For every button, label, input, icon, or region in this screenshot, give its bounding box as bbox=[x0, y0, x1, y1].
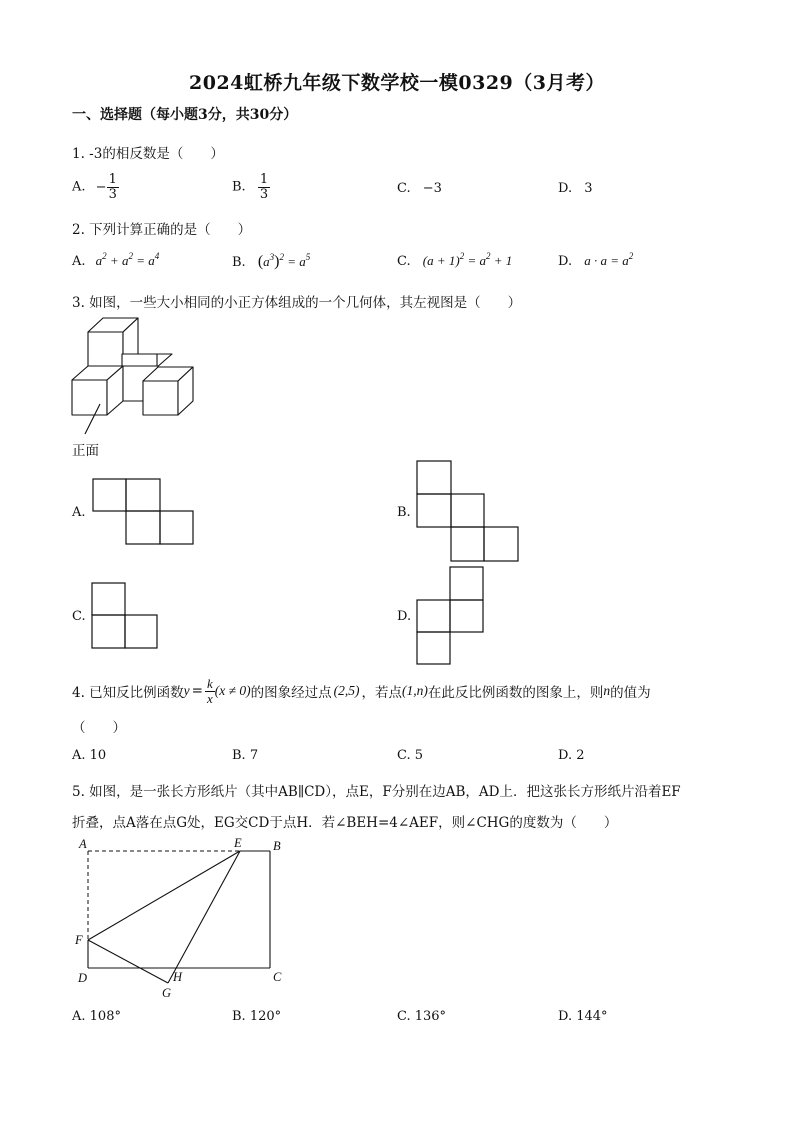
q4-option-a[interactable]: A. 10 bbox=[72, 748, 107, 763]
option-label: A. bbox=[72, 179, 86, 195]
option-label: C. bbox=[397, 181, 411, 196]
question-5-stem-line-2: 折叠，点A落在点G处，EG交CD于点H．若∠BEH=4∠AEF，则∠CHG的度数为（ ） bbox=[72, 815, 618, 831]
math-expression: $(a^3)^2 = a^5$ bbox=[257, 252, 311, 270]
stem-text: 的图象经过点 bbox=[250, 685, 332, 702]
math-var: y bbox=[183, 683, 190, 699]
point: (2,5) bbox=[333, 683, 360, 699]
question-2-stem: 2. 下列计算正确的是（ ） bbox=[72, 222, 252, 238]
q5-option-b[interactable]: B. 120° bbox=[232, 1009, 282, 1024]
point: (1,n) bbox=[402, 683, 428, 699]
stem-text: ，若点 bbox=[361, 685, 403, 702]
front-label: 正面 bbox=[72, 443, 99, 459]
q3-option-d[interactable]: D. bbox=[397, 609, 412, 624]
minus-sign: − bbox=[95, 179, 107, 195]
q3-figure-c bbox=[92, 583, 157, 648]
option-label: D. bbox=[558, 254, 573, 269]
q5-option-a[interactable]: A. 108° bbox=[72, 1009, 121, 1024]
question-4-paren: （ ） bbox=[72, 720, 126, 736]
numerator: 1 bbox=[108, 172, 117, 187]
option-label: B. bbox=[232, 179, 246, 195]
point-label-f: F bbox=[75, 933, 83, 947]
point-label-e: E bbox=[234, 836, 242, 850]
q3-figure-d bbox=[417, 567, 483, 664]
q5-option-d[interactable]: D. 144° bbox=[558, 1009, 608, 1024]
option-label: A. bbox=[72, 254, 86, 269]
q3-figure-a bbox=[93, 479, 193, 544]
question-1-stem: 1. -3的相反数是（ ） bbox=[72, 146, 224, 162]
q3-option-a[interactable]: A. bbox=[72, 505, 86, 520]
denominator: x bbox=[206, 690, 213, 706]
fraction bbox=[205, 677, 215, 705]
math-expression: $(a + 1)^2 = a^2 + 1$ bbox=[422, 251, 513, 268]
q5-geometry-figure bbox=[88, 851, 270, 983]
denominator: 3 bbox=[259, 186, 269, 202]
q4-option-c[interactable]: C. 5 bbox=[397, 748, 424, 763]
point-label-c: C bbox=[273, 970, 282, 984]
page-title: 2024虹桥九年级下数学校一模0329（3月考） bbox=[189, 72, 605, 94]
stem-text: 在此反比例函数的图象上，则 bbox=[427, 685, 604, 702]
question-4-stem: 4. 已知反比例函数 y = $\frac{k}{x}$ (x ≠ 0) 的图象经过点 (2,5) ，若点 (1,n) 在此反比例函数的图象上，则 n 的值为 bbox=[72, 676, 651, 706]
option-value: −3 bbox=[422, 181, 442, 196]
question-3-stem: 3. 如图，一些大小相同的小正方体组成的一个几何体，其左视图是（ ） bbox=[72, 295, 522, 311]
q3-option-c[interactable]: C. bbox=[72, 609, 86, 624]
point-label-d: D bbox=[78, 971, 88, 985]
denominator: 3 bbox=[108, 186, 117, 202]
section-heading: 一、选择题（每小题3分，共30分） bbox=[72, 107, 298, 123]
option-label: D. bbox=[558, 181, 573, 196]
q3-figure-b bbox=[417, 461, 518, 561]
numerator: 1 bbox=[259, 172, 269, 187]
numerator: k bbox=[206, 676, 213, 691]
option-value: 3 bbox=[584, 181, 593, 196]
q4-option-d[interactable]: D. 2 bbox=[558, 748, 585, 763]
stem-text: 的值为 bbox=[610, 685, 651, 702]
math-var: n bbox=[603, 683, 611, 699]
option-label: C. bbox=[397, 254, 411, 269]
question-5-stem-line-1: 5. 如图，是一张长方形纸片（其中AB∥CD），点E，F分别在边AB，AD上．把这张长方形纸片沿着EF bbox=[72, 784, 681, 800]
math-expression: $a \cdot a = a^2$ bbox=[584, 251, 634, 268]
q5-option-c[interactable]: C. 136° bbox=[397, 1009, 447, 1024]
point-label-b: B bbox=[273, 839, 281, 853]
stem-text: 4. 已知反比例函数 bbox=[72, 685, 184, 702]
q3-option-b[interactable]: B. bbox=[397, 505, 411, 520]
q4-option-b[interactable]: B. 7 bbox=[232, 748, 259, 763]
point-label-g: G bbox=[162, 986, 172, 1000]
math-expression: $a^2 + a^2 = a^4$ bbox=[95, 251, 160, 268]
point-label-a: A bbox=[79, 837, 87, 851]
option-label: B. bbox=[232, 255, 246, 270]
condition: (x ≠ 0) bbox=[214, 683, 251, 699]
point-label-h: H bbox=[173, 970, 183, 984]
